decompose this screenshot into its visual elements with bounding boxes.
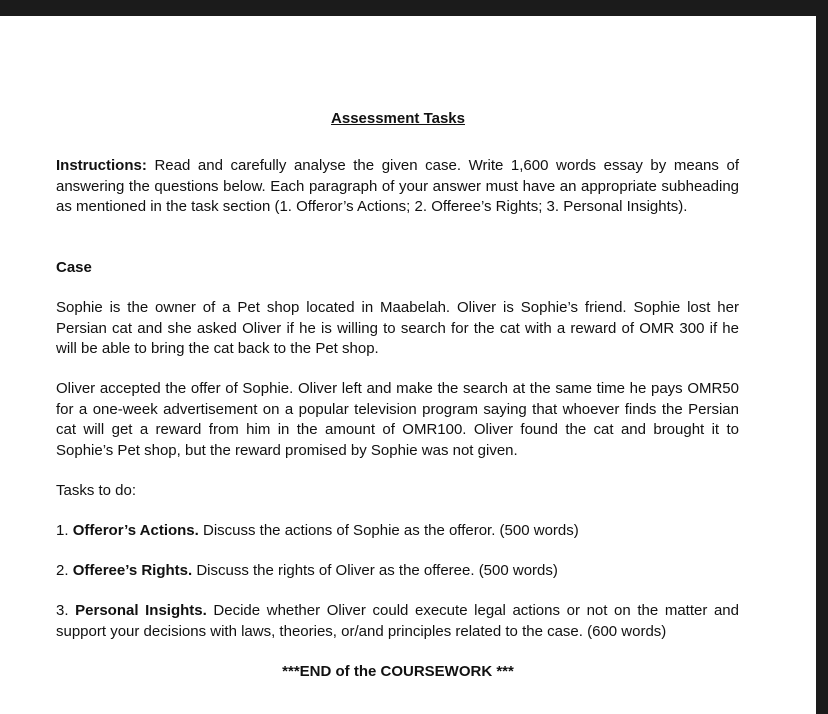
task-number: 2.	[56, 562, 73, 579]
top-border	[0, 0, 828, 16]
task-text: Discuss the actions of Sophie as the offeror. (500 words)	[198, 522, 579, 539]
tasks-intro: Tasks to do:	[56, 482, 137, 499]
task-text: Decide whether Oliver could execute legal actions or not on the matter and support your decisions with laws, theories, or/and principles related to the case. (600 words)	[56, 602, 739, 640]
document-page	[0, 16, 816, 714]
case-heading: Case	[56, 259, 92, 276]
case-paragraph-2: Oliver accepted the offer of Sophie. Oliver left and make the search at the same time he pays OMR50 for a one-week advertisement on a popular television program saying that whoever finds the Persian cat will get a reward from him in the amount of OMR100. Oliver found the cat and brought it to Sophie’s Pet shop, but the reward promised by Sophie was not given.	[56, 380, 739, 459]
instructions-paragraph	[56, 156, 739, 218]
task-label: Offeree’s Rights.	[72, 562, 193, 579]
task-item-1	[56, 521, 739, 542]
right-border	[816, 0, 828, 714]
instructions-label: Instructions:	[56, 157, 147, 174]
task-number: 1.	[56, 522, 73, 539]
task-number: 3.	[56, 602, 76, 619]
page-title: Assessment Tasks	[331, 110, 465, 127]
task-text: Discuss the rights of Oliver as the offeree. (500 words)	[192, 562, 558, 579]
case-paragraph-1: Sophie is the owner of a Pet shop located in Maabelah. Oliver is Sophie’s friend. Sophie lost her Persian cat and she asked Oliver if he is willing to search for the cat with a reward of OMR 300 if he will be able to bring the cat back to the Pet shop.	[56, 299, 739, 357]
task-item-3	[56, 601, 739, 642]
instructions-text: Read and carefully analyse the given case. Write 1,600 words essay by means of answering the questions below. Each paragraph of your answer must have an appropriate subheading as mentioned in the task section (1. Offeror’s Actions; 2. Offeree’s Rights; 3. Personal Insights).	[56, 157, 739, 215]
task-label: Offeror’s Actions.	[72, 522, 199, 539]
task-item-2	[56, 561, 739, 582]
end-of-coursework: ***END of the COURSEWORK ***	[282, 663, 514, 680]
task-label: Personal Insights.	[75, 602, 207, 619]
